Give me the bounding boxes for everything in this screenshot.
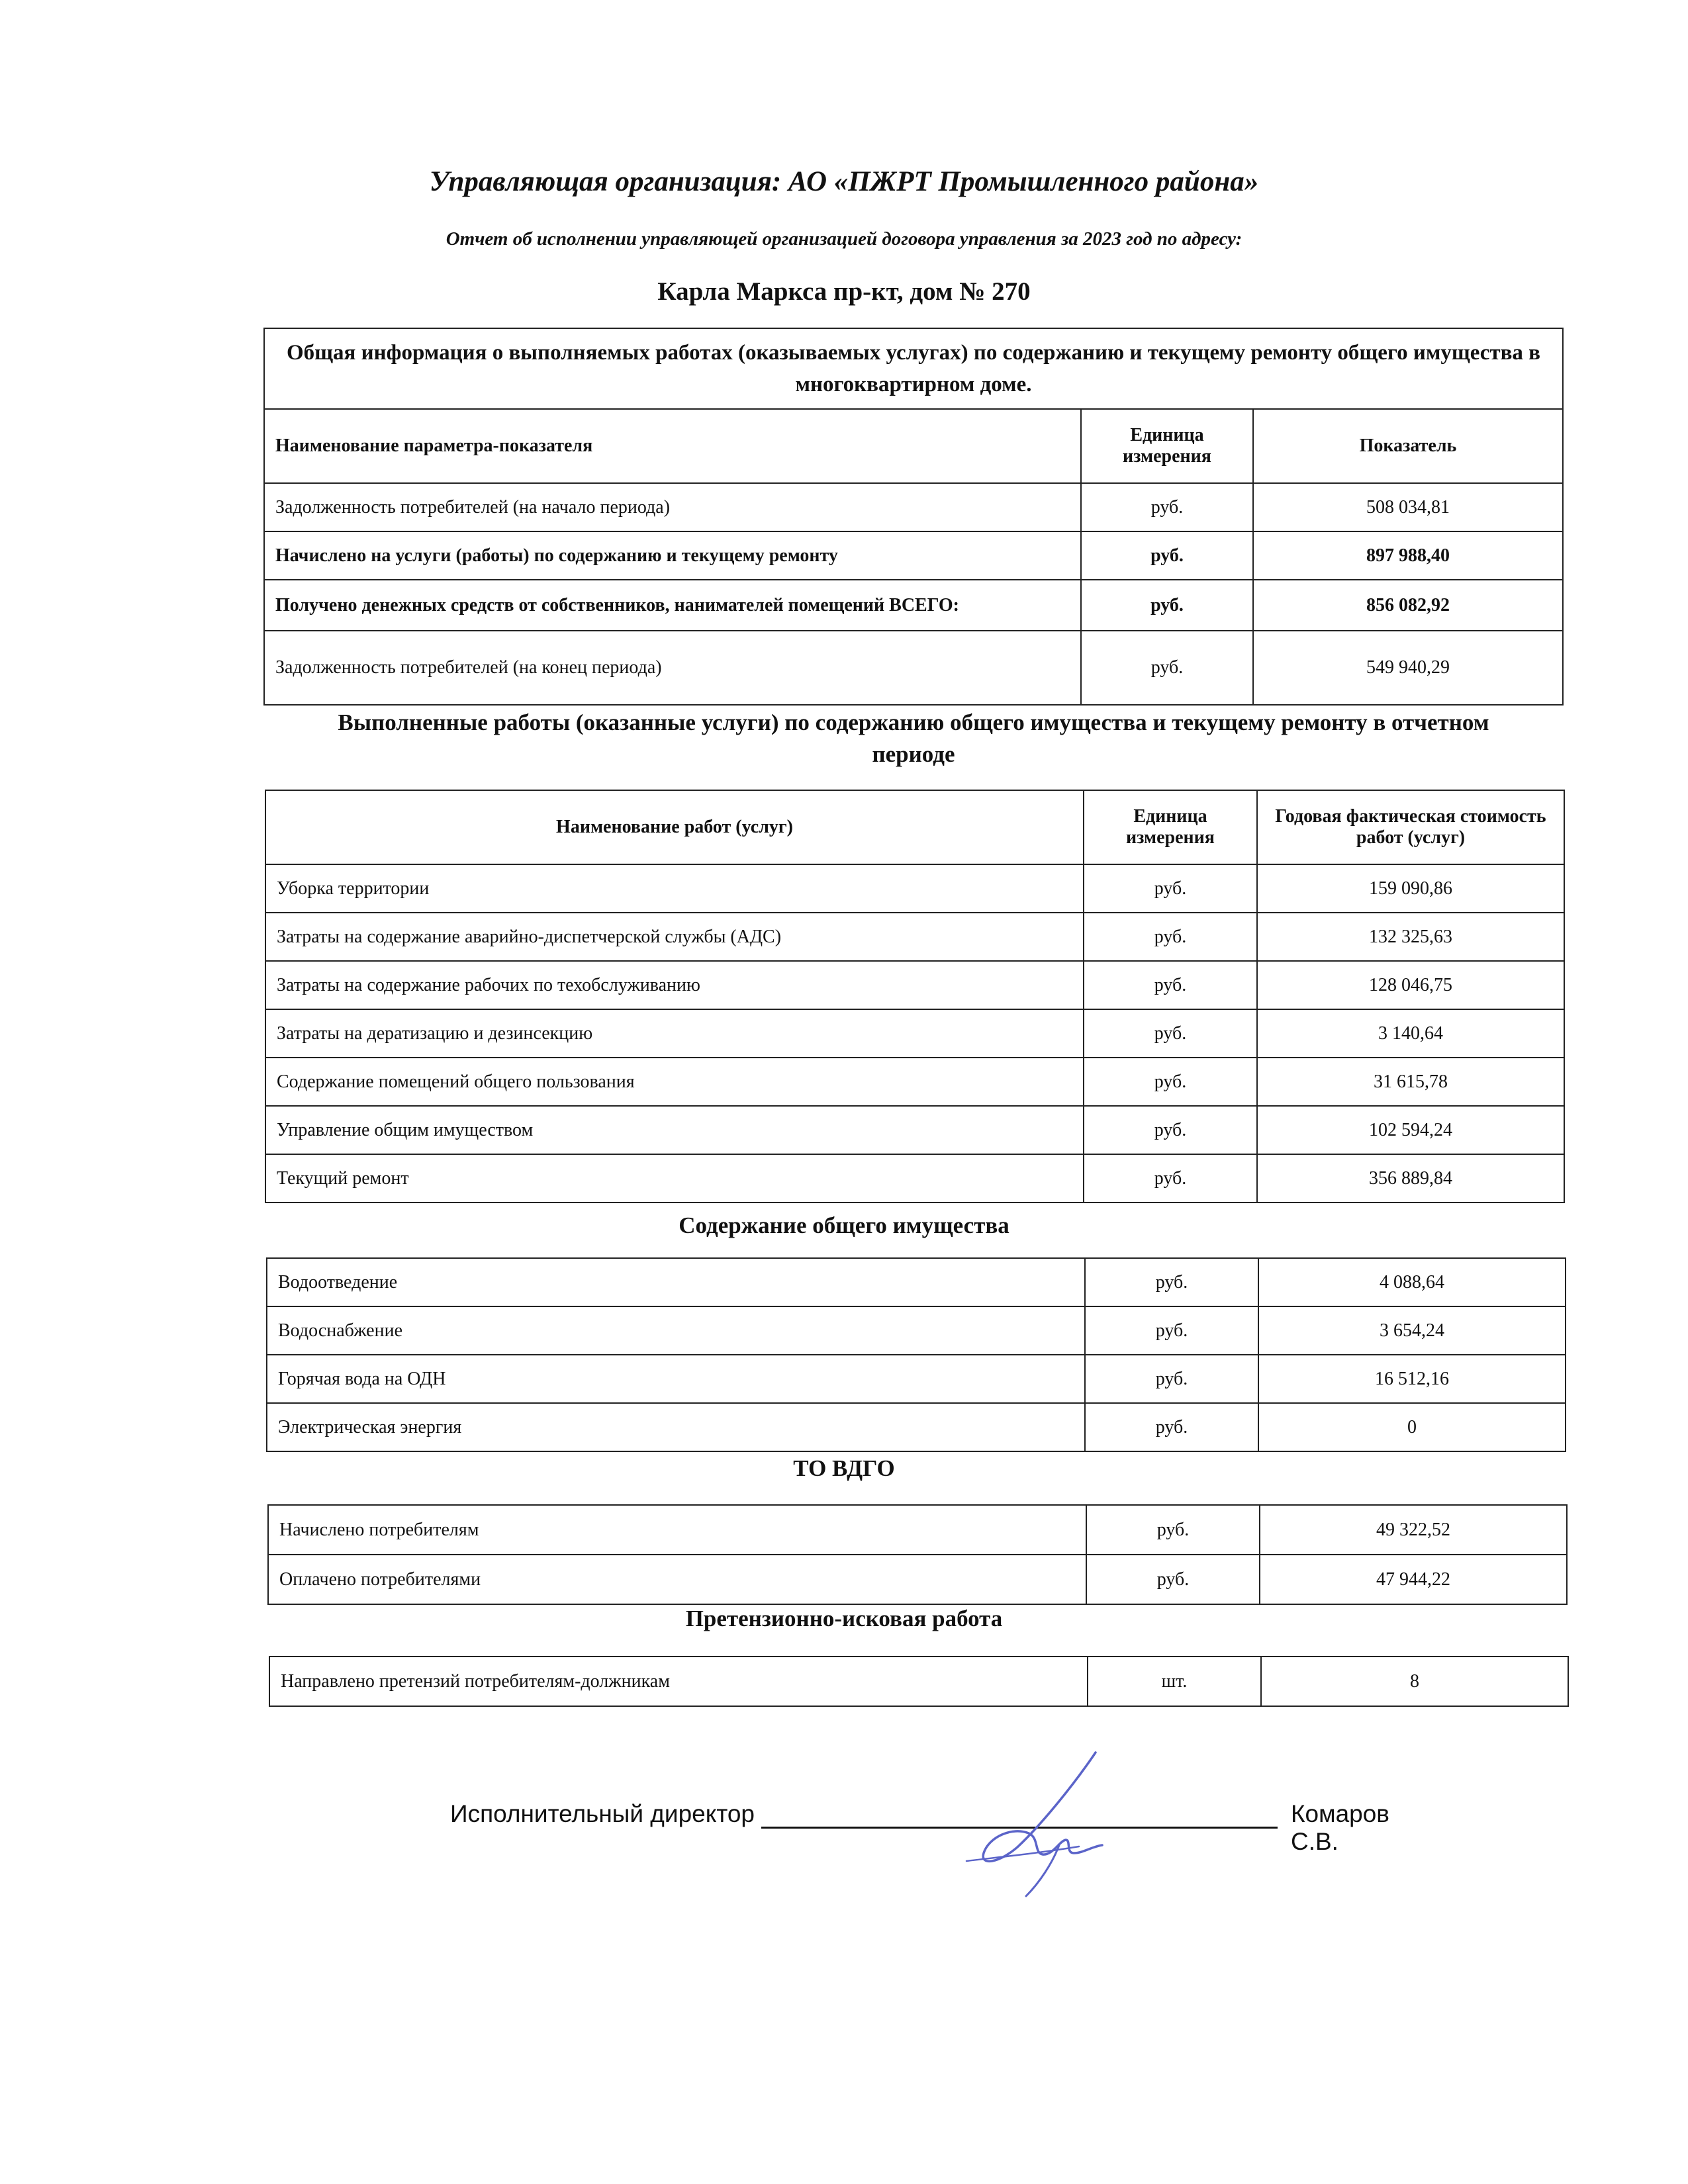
table-row: [264, 531, 1563, 580]
vdgo-table: [267, 1504, 1568, 1605]
row-value: 16 512,16: [1258, 1355, 1566, 1403]
row-unit: руб.: [1086, 1505, 1260, 1555]
table-row: [268, 1505, 1567, 1555]
row-unit: руб.: [1084, 1106, 1257, 1154]
row-name: Электрическая энергия: [267, 1403, 1085, 1451]
row-name: Задолженность потребителей (на начало периода): [264, 483, 1081, 531]
row-unit: руб.: [1084, 1154, 1257, 1203]
table-row: [265, 1009, 1564, 1058]
row-value: 31 615,78: [1257, 1058, 1564, 1106]
table-row: [265, 1058, 1564, 1106]
row-unit: руб.: [1085, 1403, 1258, 1451]
row-name: Водоснабжение: [267, 1306, 1085, 1355]
row-value: 128 046,75: [1257, 961, 1564, 1009]
row-unit: руб.: [1085, 1258, 1258, 1306]
signature-block: [450, 1800, 1443, 1855]
row-name: Водоотведение: [267, 1258, 1085, 1306]
row-name: Текущий ремонт: [265, 1154, 1084, 1203]
table-row: [265, 913, 1564, 961]
row-unit: руб.: [1084, 1009, 1257, 1058]
handwritten-signature: [960, 1747, 1132, 1899]
general-caption: Общая информация о выполняемых работах (оказываемых услугах) по содержанию и текущему ремонту общего имущества в многоквартирном доме.: [264, 328, 1563, 409]
row-value: 356 889,84: [1257, 1154, 1564, 1203]
report-subtitle: Отчет об исполнении управляющей организацией договора управления за 2023 год по адресу:: [445, 228, 1243, 250]
general-header-row: [264, 409, 1563, 483]
claims-table: [269, 1656, 1569, 1707]
table-row: [265, 961, 1564, 1009]
column-header-cost: Годовая фактическая стоимость работ (услуг): [1257, 790, 1564, 864]
signatory-position: Исполнительный директор: [450, 1800, 755, 1827]
table-row: [268, 1555, 1567, 1604]
row-unit: руб.: [1085, 1306, 1258, 1355]
row-unit: руб.: [1081, 580, 1253, 631]
row-unit: шт.: [1088, 1657, 1261, 1706]
row-value: 897 988,40: [1253, 531, 1563, 580]
table-row: [267, 1355, 1566, 1403]
table-row: [267, 1258, 1566, 1306]
row-name: Управление общим имуществом: [265, 1106, 1084, 1154]
row-name: Уборка территории: [265, 864, 1084, 913]
row-value: 47 944,22: [1260, 1555, 1567, 1604]
column-header-value: Показатель: [1253, 409, 1563, 483]
vdgo-title: ТО ВДГО: [793, 1455, 895, 1481]
row-unit: руб.: [1081, 483, 1253, 531]
column-header-parameter: Наименование параметра-показателя: [264, 409, 1081, 483]
row-value: 3 654,24: [1258, 1306, 1566, 1355]
works-title: Выполненные работы (оказанные услуги) по содержанию общего имущества и текущему ремонту в отчетном периоде: [338, 709, 1489, 767]
row-name: Затраты на дератизацию и дезинсекцию: [265, 1009, 1084, 1058]
row-value: 132 325,63: [1257, 913, 1564, 961]
table-row: [264, 483, 1563, 531]
row-name: Начислено на услуги (работы) по содержанию и текущему ремонту: [264, 531, 1081, 580]
row-name: Горячая вода на ОДН: [267, 1355, 1085, 1403]
row-unit: руб.: [1081, 531, 1253, 580]
table-row: [265, 1106, 1564, 1154]
row-value: 8: [1261, 1657, 1568, 1706]
row-value: 159 090,86: [1257, 864, 1564, 913]
common-property-table: [266, 1257, 1566, 1452]
row-unit: руб.: [1084, 961, 1257, 1009]
column-header-unit: Единица измерения: [1084, 790, 1257, 864]
row-name: Направлено претензий потребителям-должникам: [269, 1657, 1088, 1706]
table-row: [264, 631, 1563, 705]
table-row: [267, 1306, 1566, 1355]
table-row: [265, 864, 1564, 913]
works-header-row: [265, 790, 1564, 864]
row-name: Задолженность потребителей (на конец периода): [264, 631, 1081, 705]
common-property-title: Содержание общего имущества: [679, 1212, 1009, 1238]
table-row: [269, 1657, 1568, 1706]
table-row: [265, 1154, 1564, 1203]
row-unit: руб.: [1085, 1355, 1258, 1403]
table-row: [264, 580, 1563, 631]
row-name: Начислено потребителям: [268, 1505, 1086, 1555]
row-unit: руб.: [1084, 864, 1257, 913]
row-value: 856 082,92: [1253, 580, 1563, 631]
row-value: 549 940,29: [1253, 631, 1563, 705]
address: Карла Маркса пр-кт, дом № 270: [657, 277, 1031, 306]
row-name: Затраты на содержание рабочих по техобслуживанию: [265, 961, 1084, 1009]
row-value: 508 034,81: [1253, 483, 1563, 531]
general-info-table: [263, 328, 1564, 705]
row-unit: руб.: [1086, 1555, 1260, 1604]
row-value: 4 088,64: [1258, 1258, 1566, 1306]
row-value: 0: [1258, 1403, 1566, 1451]
general-caption-row: [264, 328, 1563, 409]
column-header-unit: Единица измерения: [1081, 409, 1253, 483]
claims-title: Претензионно-исковая работа: [685, 1606, 1003, 1631]
row-unit: руб.: [1081, 631, 1253, 705]
signatory-name: Комаров С.В.: [1291, 1800, 1389, 1855]
row-name: Затраты на содержание аварийно-диспетчерской службы (АДС): [265, 913, 1084, 961]
row-value: 49 322,52: [1260, 1505, 1567, 1555]
table-row: [267, 1403, 1566, 1451]
row-name: Оплачено потребителями: [268, 1555, 1086, 1604]
row-name: Содержание помещений общего пользования: [265, 1058, 1084, 1106]
row-unit: руб.: [1084, 913, 1257, 961]
row-unit: руб.: [1084, 1058, 1257, 1106]
works-table: [265, 790, 1565, 1203]
organization-title: Управляющая организация: АО «ПЖРТ Промышленного района»: [429, 166, 1259, 197]
column-header-work: Наименование работ (услуг): [265, 790, 1084, 864]
row-value: 102 594,24: [1257, 1106, 1564, 1154]
row-value: 3 140,64: [1257, 1009, 1564, 1058]
row-name: Получено денежных средств от собственников, нанимателей помещений ВСЕГО:: [264, 580, 1081, 631]
